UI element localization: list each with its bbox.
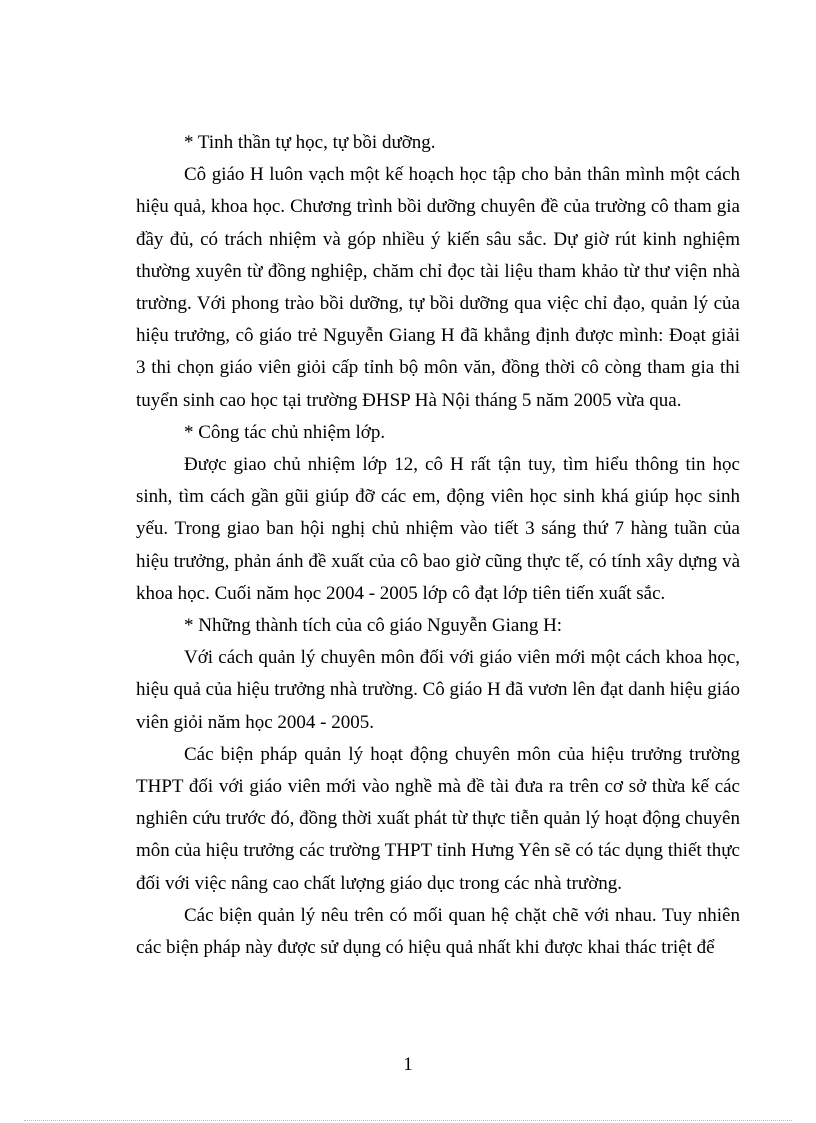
paragraph-self-study: Cô giáo H luôn vạch một kế hoạch học tập cho bản thân mình một cách hiệu quả, khoa học. Chương trình bồi dưỡng chuyên đề của trường cô tham gia đầy đủ, có trách nhiệm và góp nhiều ý kiến sâu sắc. Dự giờ rút kinh nghiệm thường xuyên từ đồng nghiệp, chăm chỉ đọc tài liệu tham khảo từ thư viện nhà trường. Với phong trào bồi dưỡng, tự bồi dưỡng qua việc chỉ đạo, quản lý của hiệu trưởng, cô giáo trẻ Nguyễn Giang H đã khẳng định được mình: Đoạt giải 3 thi chọn giáo viên giỏi cấp tỉnh bộ môn văn, đồng thời cô còng tham gia thi tuyển sinh cao học tại trường ĐHSP Hà Nội tháng 5 năm 2005 vừa qua. <box>136 164 740 411</box>
page-number: 1 <box>403 1054 413 1075</box>
paragraph-measures-relation: Các biện quản lý nêu trên có mối quan hệ chặt chẽ với nhau. Tuy nhiên các biện pháp này được sử dụng có hiệu quả nhất khi được khai thác triệt để <box>136 904 740 959</box>
paragraph-homeroom: Được giao chủ nhiệm lớp 12, cô H rất tận tuy, tìm hiểu thông tin học sinh, tìm cách gần gũi giúp đỡ các em, động viên học sinh khá giúp học sinh yếu. Trong giao ban hội nghị chủ nhiệm vào tiết 3 sáng thứ 7 hàng tuần của hiệu trưởng, phản ánh đề xuất của cô bao giờ cũng thực tế, có tính xây dựng và khoa học. Cuối năm học 2004 - 2005 lớp cô đạt lớp tiên tiến xuất sắc. <box>136 454 740 604</box>
heading-self-study: * Tinh thần tự học, tự bồi dưỡng. <box>184 132 436 153</box>
document-body <box>136 127 740 964</box>
page-bottom-divider <box>24 1120 792 1121</box>
paragraph-achievements: Với cách quản lý chuyên môn đối với giáo viên mới một cách khoa học, hiệu quả của hiệu trưởng nhà trường. Cô giáo H đã vươn lên đạt danh hiệu giáo viên giỏi năm học 2004 - 2005. <box>136 647 740 733</box>
heading-homeroom: * Công tác chủ nhiệm lớp. <box>184 421 386 443</box>
paragraph-management-measures: Các biện pháp quản lý hoạt động chuyên môn của hiệu trưởng trường THPT đối với giáo viên mới vào nghề mà đề tài đưa ra trên cơ sở thừa kế các nghiên cứu trước đó, đồng thời xuất phát từ thực tiễn quản lý hoạt động chuyên môn của hiệu trưởng các trường THPT tỉnh Hưng Yên sẽ có tác dụng thiết thực đối với việc nâng cao chất lượng giáo dục trong các nhà trường. <box>136 743 740 894</box>
heading-achievements: * Những thành tích của cô giáo Nguyễn Giang H: <box>184 615 563 637</box>
